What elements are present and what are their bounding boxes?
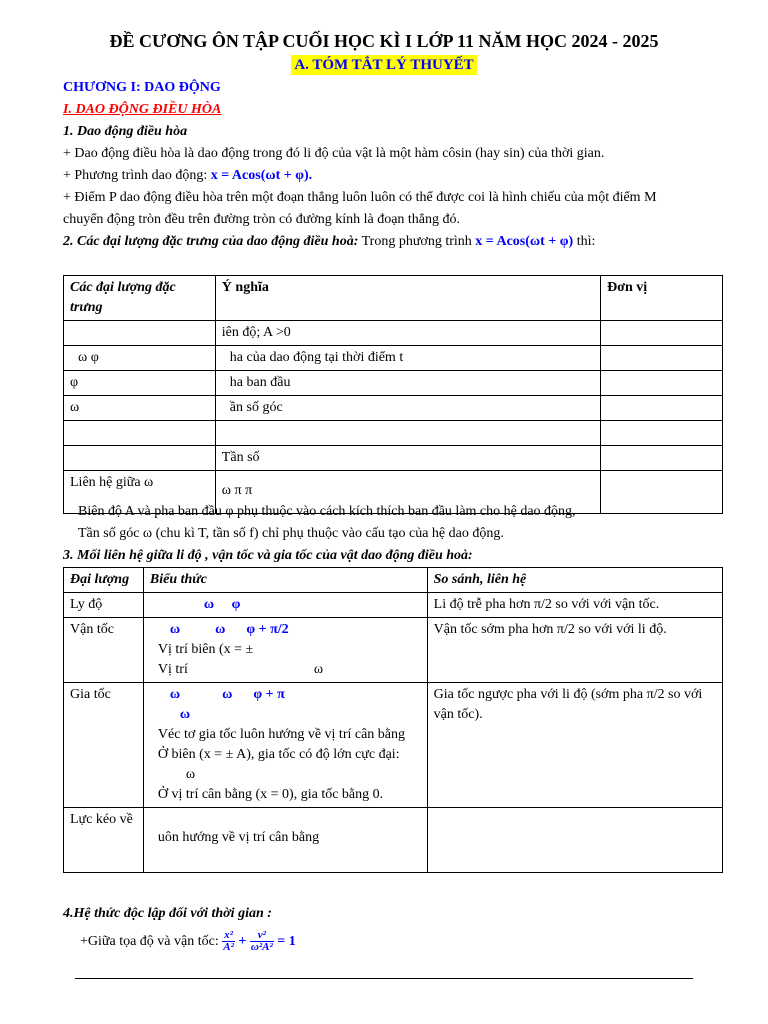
- table-cell: [601, 471, 723, 514]
- quantity-name: Vận tốc: [64, 618, 144, 683]
- table-row: [64, 396, 723, 421]
- comparison-text: [427, 808, 722, 873]
- table-cell: φ: [64, 371, 216, 396]
- equation-text: x = Acos(ωt + φ).: [210, 168, 313, 183]
- table-header-cell: Các đại lượng đặc trưng: [64, 276, 216, 321]
- table-row: [64, 371, 723, 396]
- subsection-2-heading: [63, 232, 728, 252]
- table-row: [64, 421, 723, 446]
- table-cell: Tần số: [215, 446, 600, 471]
- equals-one: = 1: [273, 934, 296, 949]
- fraction-x-over-a: $\frac{\text{x²}}{\text{A²}}$: [223, 929, 234, 954]
- table-cell: Liên hệ giữa ω: [64, 471, 216, 514]
- expression-line: Ở vị trí cân bằng (x = 0), gia tốc bằng 0.: [157, 787, 384, 802]
- note-amplitude: Biên độ A và pha ban đầu φ phụ thuộc vào cách kích thích ban đầu làm cho hệ dao động,: [78, 504, 576, 519]
- comparison-text: Vận tốc sớm pha hơn π/2 so với với li độ.: [427, 618, 722, 683]
- paragraph-projection-a: + Điểm P dao động điều hòa trên một đoạn thẳng luôn luôn có thể được coi là hình chiếu của một điểm M: [63, 190, 657, 205]
- table-cell: [64, 321, 216, 346]
- section-4-heading: 4.Hệ thức độc lập đối với thời gian :: [63, 906, 272, 921]
- table-cell: [64, 421, 216, 446]
- table-cell: [601, 321, 723, 346]
- expression-line: uôn hướng về vị trí cân bằng: [143, 808, 427, 873]
- table-header-cell: Đại lượng: [64, 568, 144, 593]
- comparison-text: Gia tốc ngược pha với li độ (sớm pha π/2 so với vận tốc).: [427, 683, 722, 808]
- relations-table: [63, 567, 723, 873]
- quantity-name: Gia tốc: [64, 683, 144, 808]
- paragraph-definition: + Dao động điều hòa là dao động trong đó li độ của vật là một hàm côsin (hay sin) của thời gian.: [63, 146, 605, 161]
- subtitle-wrap: [0, 55, 768, 75]
- table-header-cell: Ý nghĩa: [215, 276, 600, 321]
- table-cell: [601, 371, 723, 396]
- section-1-heading: I. DAO ĐỘNG ĐIỀU HÒA: [63, 102, 222, 117]
- table-header-cell: Biểu thức: [143, 568, 427, 593]
- quantity-name: Ly độ: [64, 593, 144, 618]
- table-row: [64, 808, 723, 873]
- subsection-2-text: Trong phương trình: [358, 234, 476, 249]
- subsection-1-heading: 1. Dao động điều hòa: [63, 124, 188, 139]
- chapter-heading: CHƯƠNG I: DAO ĐỘNG: [63, 80, 221, 95]
- expression-line: Vị trí biên (x = ±: [157, 642, 254, 657]
- expression-line: Ở biên (x = ± A), gia tốc có độ lớn cực đại:: [157, 747, 400, 762]
- footer-rule: [75, 978, 693, 979]
- table-cell: ần số góc: [215, 396, 600, 421]
- table-cell: [601, 396, 723, 421]
- table-cell: [601, 346, 723, 371]
- expression-line: ω φ: [143, 593, 427, 618]
- comparison-text: Li độ trễ pha hơn π/2 so với với vận tốc.: [427, 593, 722, 618]
- expression-cell: [143, 618, 427, 683]
- table-cell: ω π π: [215, 471, 600, 514]
- table-cell: ha của dao động tại thời điểm t: [215, 346, 600, 371]
- table-header-row: [64, 276, 723, 321]
- table-row: [64, 321, 723, 346]
- table-cell: [215, 421, 600, 446]
- expression-line: ω ω φ + π: [169, 687, 285, 702]
- table-header-cell: So sánh, liên hệ: [427, 568, 722, 593]
- expression-line: Véc tơ gia tốc luôn hướng về vị trí cân bằng: [157, 727, 406, 742]
- table-cell: ω: [64, 396, 216, 421]
- quantities-table: [63, 275, 723, 514]
- expression-line: ω: [179, 707, 191, 722]
- page-title: ĐỀ CƯƠNG ÔN TẬP CUỐI HỌC KÌ I LỚP 11 NĂM HỌC 2024 - 2025: [109, 31, 659, 51]
- table-row: [64, 446, 723, 471]
- table-cell: ω φ: [64, 346, 216, 371]
- table-row: [64, 618, 723, 683]
- table-row: [64, 593, 723, 618]
- expression-line: ω ω φ + π/2: [169, 622, 289, 637]
- table-cell: [601, 421, 723, 446]
- equation-prefix: + Phương trình dao động:: [63, 168, 211, 183]
- expression-cell: [143, 683, 427, 808]
- table-cell: ha ban đầu: [215, 371, 600, 396]
- table-row: [64, 683, 723, 808]
- fraction-v-over-omega-a: $\frac{\text{v²}}{\text{ω²A²}}$: [250, 929, 273, 954]
- table-cell: [601, 446, 723, 471]
- expression-line: ω: [185, 767, 196, 782]
- subsection-2-equation: x = Acos(ωt + φ): [475, 234, 574, 249]
- paragraph-equation: [63, 166, 728, 186]
- table-row: [64, 346, 723, 371]
- independent-relation-line: [80, 928, 728, 956]
- subsection-2-end: thì:: [573, 234, 596, 249]
- relation-prefix: +Giữa tọa độ và vận tốc:: [80, 934, 223, 949]
- table-cell: [64, 446, 216, 471]
- table-header-cell: Đơn vị: [601, 276, 723, 321]
- plus-sign: +: [234, 934, 250, 949]
- table-header-row: [64, 568, 723, 593]
- note-angular-frequency: Tần số góc ω (chu kì T, tần số f) chỉ phụ thuộc vào cấu tạo của hệ dao động.: [78, 526, 504, 541]
- section-a-title: A. TÓM TẮT LÝ THUYẾT: [291, 55, 476, 75]
- expression-line: Vị trí ω: [157, 662, 324, 677]
- subsection-2-title: 2. Các đại lượng đặc trưng của dao động điều hoà:: [63, 234, 359, 249]
- table-cell: iên độ; A >0: [215, 321, 600, 346]
- quantity-name: Lực kéo về: [64, 808, 144, 873]
- paragraph-projection-b: chuyển động tròn đều trên đường tròn có đường kính là đoạn thẳng đó.: [63, 212, 461, 227]
- section-3-heading: 3. Mối liên hệ giữa li độ , vận tốc và gia tốc của vật dao động điều hoà:: [63, 548, 473, 563]
